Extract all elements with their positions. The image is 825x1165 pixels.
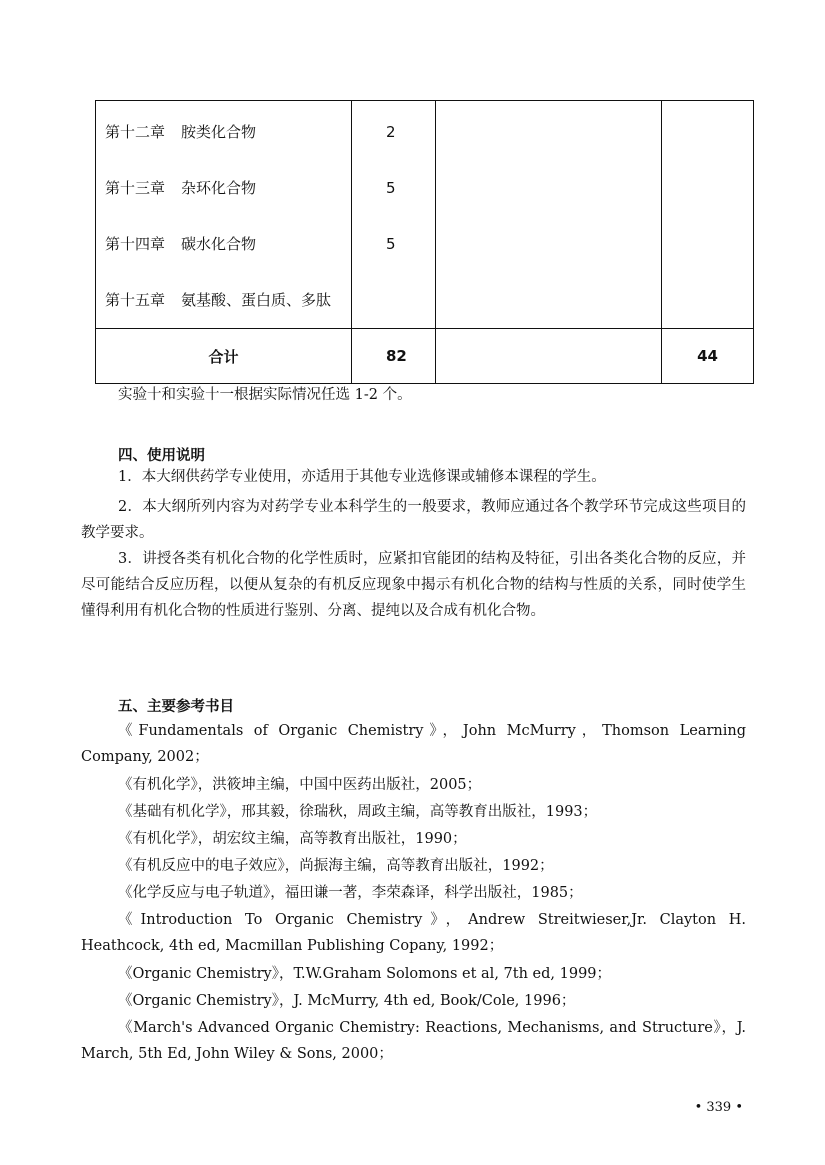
empty-cell: [662, 101, 754, 329]
total-row: [96, 329, 754, 384]
chapter-hours: 5: [386, 179, 396, 197]
reference-item: 《有机化学》，胡宏纹主编，高等教育出版社，1990；: [118, 831, 467, 847]
chapter-hours: 5: [386, 235, 396, 253]
hours-table: [95, 100, 754, 384]
chapter-line: [96, 216, 351, 272]
table-note: 实验十和实验十一根据实际情况任选 1-2 个。: [118, 387, 412, 403]
hours-cell: [352, 101, 436, 329]
reference-item: 《有机反应中的电子效应》，尚振海主编，高等教育出版社，1992；: [118, 858, 554, 874]
chapter-cell: [96, 101, 352, 329]
page-number: • 339 •: [694, 1100, 743, 1115]
chapter-title: 杂环化合物: [181, 179, 257, 197]
chapter-number: 第十五章: [105, 291, 166, 309]
chapter-number: 第十二章: [105, 123, 166, 141]
total-col4: 44: [662, 329, 754, 384]
empty-cell: [436, 101, 662, 329]
chapter-title: 胺类化合物: [181, 123, 257, 141]
reference-item: 《Introduction To Organic Chemistry》，Andrew Streitwieser,Jr. Clayton H. Heathcock, 4th ed, Macmillan Publishing Copany, 1992；: [81, 912, 746, 954]
chapter-title: 氨基酸、蛋白质、多肽: [181, 291, 332, 309]
reference-item: 《Organic Chemistry》，T.W.Graham Solomons et al, 7th ed, 1999；: [118, 966, 612, 982]
reference-item: 《基础有机化学》，邢其毅，徐瑞秋，周政主编，高等教育出版社，1993；: [118, 804, 598, 820]
section-4-heading: 四、使用说明: [118, 448, 205, 464]
reference-item: 《Fundamentals of Organic Chemistry》，John McMurry，Thomson Learning Company, 2002；: [81, 723, 746, 765]
paragraph: 3．讲授各类有机化合物的化学性质时，应紧扣官能团的结构及特征，引出各类化合物的反应，并尽可能结合反应历程，以便从复杂的有机反应现象中揭示有机化合物的结构与性质的关系，同时使学生懂得利用有机化合物的性质进行鉴别、分离、提纯以及合成有机化合物。: [81, 551, 746, 619]
reference-item: 《化学反应与电子轨道》，福田谦一著，李荣森译，科学出版社，1985；: [118, 885, 583, 901]
total-col3: [436, 329, 662, 384]
chapter-line: [96, 104, 351, 160]
total-label: 合计: [96, 329, 352, 384]
paragraph: 1．本大纲供药学专业使用，亦适用于其他专业选修课或辅修本课程的学生。: [118, 469, 606, 485]
chapter-title: 碳水化合物: [181, 235, 257, 253]
chapter-hours: 2: [386, 123, 396, 141]
chapter-hours: [352, 272, 435, 328]
table-row: [96, 101, 754, 329]
total-hours: 82: [352, 329, 436, 384]
section-5-heading: 五、主要参考书目: [118, 699, 234, 715]
chapter-line: [96, 160, 351, 216]
reference-item: 《March's Advanced Organic Chemistry: Reactions, Mechanisms, and Structure》，J. March, 5th Ed, John Wiley & Sons, 2000；: [81, 1020, 746, 1062]
chapter-number: 第十四章: [105, 235, 166, 253]
chapter-line: [96, 272, 351, 328]
paragraph: 2．本大纲所列内容为对药学专业本科学生的一般要求，教师应通过各个教学环节完成这些项目的教学要求。: [81, 499, 746, 541]
reference-item: 《有机化学》，洪筱坤主编，中国中医药出版社，2005；: [118, 777, 482, 793]
chapter-number: 第十三章: [105, 179, 166, 197]
reference-item: 《Organic Chemistry》，J. McMurry, 4th ed, Book/Cole, 1996；: [118, 993, 576, 1009]
